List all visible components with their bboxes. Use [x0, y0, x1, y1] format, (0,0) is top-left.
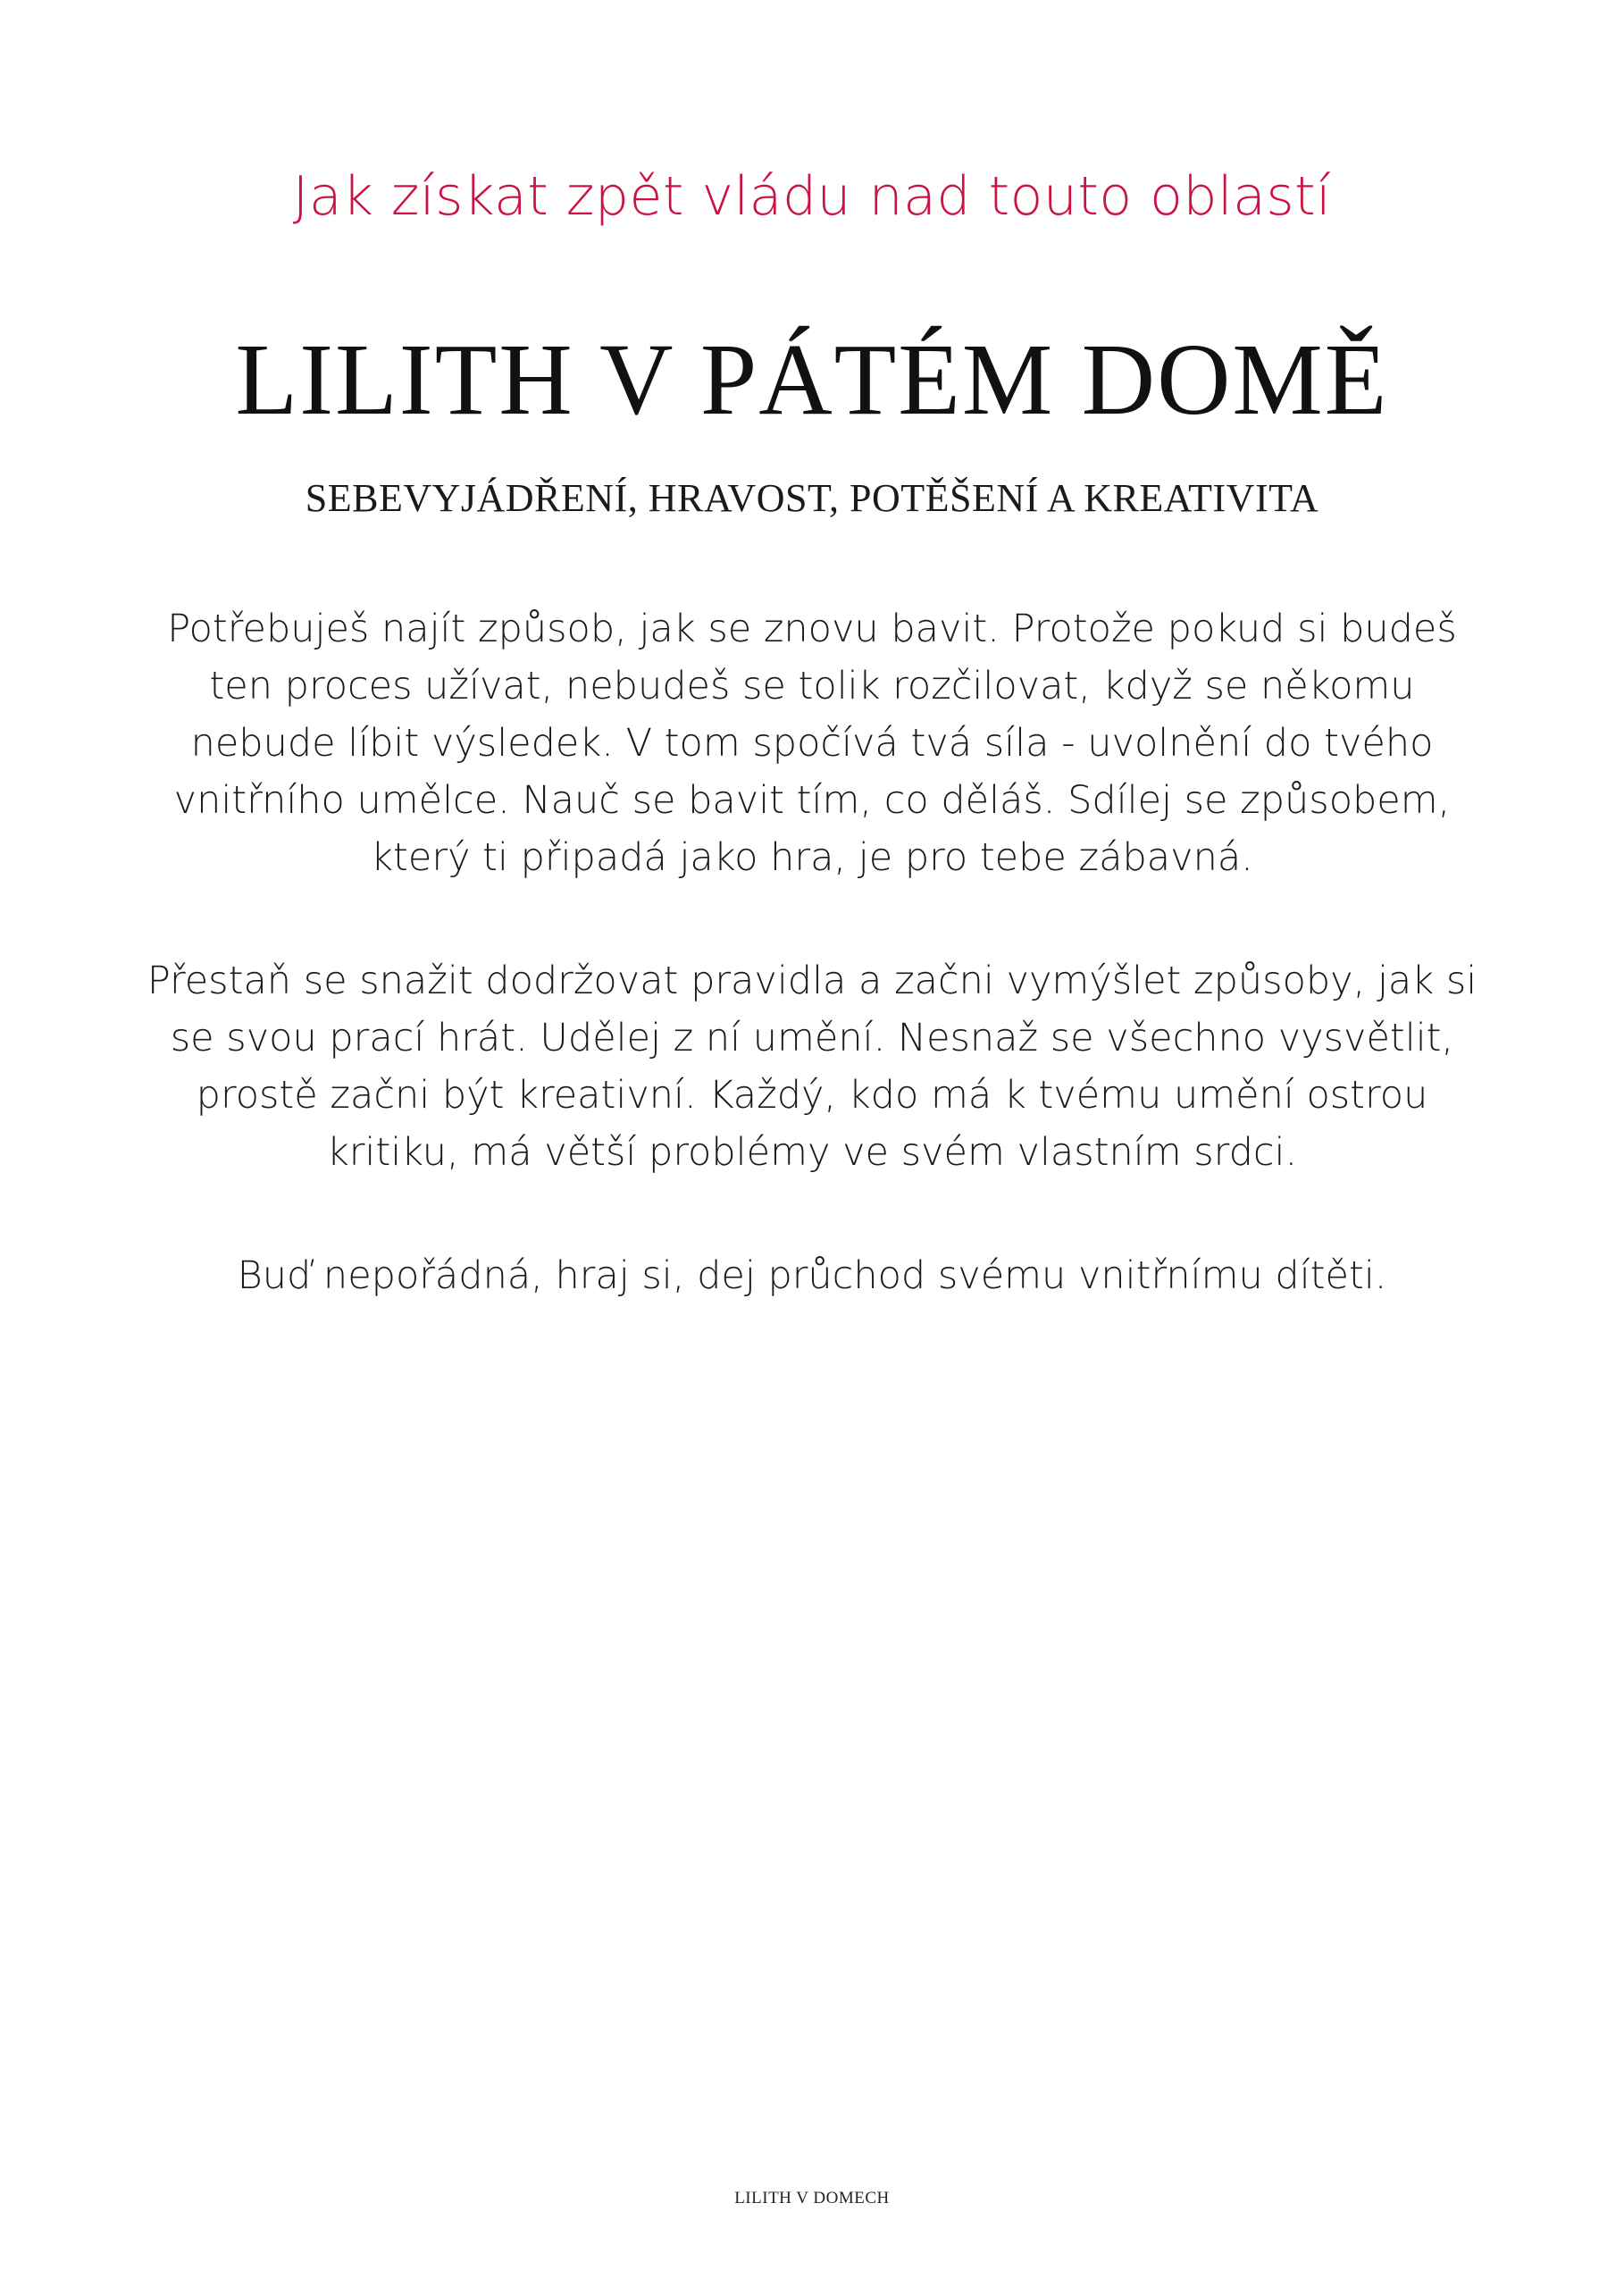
body-paragraph-1: Potřebuješ najít způsob, jak se znovu bavit. Protože pokud si budeš ten proces užívat, nebudeš se tolik rozčilovat, když se někomu nebude líbit výsledek. V tom spočívá tvá síla - uvolnění do tvého vnitřního umělce. Nauč se bavit tím, co děláš. Sdílej se způsobem, který ti připadá jako hra, je pro tebe zábavná. — [167, 607, 1457, 880]
page-title: LILITH V PÁTÉM DOMĚ — [235, 323, 1389, 436]
body-paragraph-3: Buď nepořádná, hraj si, dej průchod svému vnitřnímu dítěti. — [237, 1253, 1387, 1298]
section-kicker: Jak získat zpět vládu nad touto oblastí — [292, 165, 1332, 228]
body-text — [134, 600, 1490, 1370]
body-paragraph-2: Přestaň se snažit dodržovat pravidla a začni vymýšlet způsoby, jak si se svou prací hrát. Udělej z ní umění. Nesnaž se všechno vysvětlit, prostě začni být kreativní. Každý, kdo má k tvému umění ostrou kritiku, má větší problémy ve svém vlastním srdci. — [146, 959, 1478, 1175]
page-footer: LILITH V DOMECH — [734, 2189, 890, 2207]
page-subtitle: SEBEVYJÁDŘENÍ, HRAVOST, POTĚŠENÍ A KREATIVITA — [305, 476, 1319, 520]
